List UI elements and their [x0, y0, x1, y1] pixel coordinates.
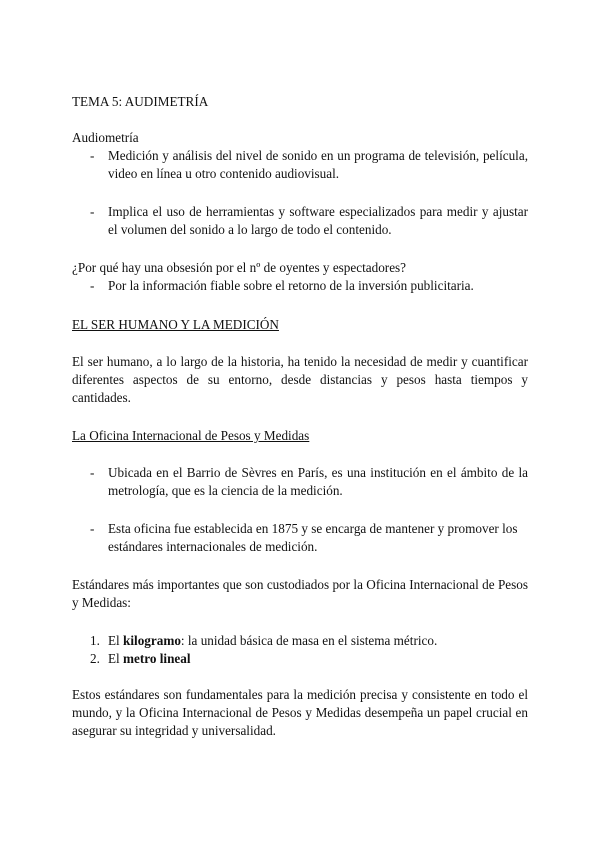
list-item [72, 203, 528, 239]
list-item-text: Medición y análisis del nivel de sonido en un programa de televisión, película, video en línea u otro contenido audiovisual. [108, 148, 528, 181]
list-item-text: Por la información fiable sobre el retorno de la inversión publicitaria. [108, 278, 474, 293]
list-item [72, 520, 528, 556]
list-item [72, 277, 528, 295]
numbered-item [72, 632, 528, 650]
numbered-item-text [108, 650, 528, 668]
item-term: kilogramo [123, 633, 181, 648]
audiometria-heading: Audiometría [72, 130, 139, 145]
section-heading: EL SER HUMANO Y LA MEDICIÓN [72, 317, 279, 332]
item-definition: : la unidad básica de masa en el sistema métrico. [180, 633, 438, 648]
oficina-heading: La Oficina Internacional de Pesos y Medidas [72, 428, 310, 443]
conclusion-paragraph: Estos estándares son fundamentales para la medición precisa y consistente en todo el mundo, y la Oficina Internacional de Pesos y Medidas desempeña un papel crucial en asegurar su integridad y universalidad. [72, 687, 528, 738]
bullet-dash: - [90, 278, 95, 293]
page-title: TEMA 5: AUDIMETRÍA [72, 94, 209, 109]
item-number: 1. [90, 633, 100, 648]
question-text: ¿Por qué hay una obsesión por el nº de oyentes y espectadores? [72, 260, 407, 275]
item-term: metro lineal [123, 651, 191, 666]
item-prefix: El [108, 633, 124, 648]
estandares-intro: Estándares más importantes que son custodiados por la Oficina Internacional de Pesos y Medidas: [72, 577, 528, 610]
list-item-text: Ubicada en el Barrio de Sèvres en París, es una institución en el ámbito de la metrología, que es la ciencia de la medición. [108, 465, 528, 498]
bullet-dash: - [90, 204, 95, 219]
list-item [72, 464, 528, 500]
section-paragraph: El ser humano, a lo largo de la historia, ha tenido la necesidad de medir y cuantificar diferentes aspectos de su entorno, desde distancias y pesos hasta tiempos y cantidades. [72, 354, 528, 405]
numbered-item [72, 650, 528, 668]
bullet-dash: - [90, 465, 95, 480]
list-item [72, 147, 528, 183]
item-number: 2. [90, 651, 100, 666]
list-item-text: Esta oficina fue establecida en 1875 y se encarga de mantener y promover los estándares internacionales de medición. [108, 521, 518, 554]
bullet-dash: - [90, 521, 95, 536]
bullet-dash: - [90, 148, 95, 163]
list-item-text: Implica el uso de herramientas y software especializados para medir y ajustar el volumen del sonido a lo largo de todo el contenido. [108, 204, 528, 237]
numbered-item-text [108, 632, 528, 650]
item-prefix: El [108, 651, 124, 666]
